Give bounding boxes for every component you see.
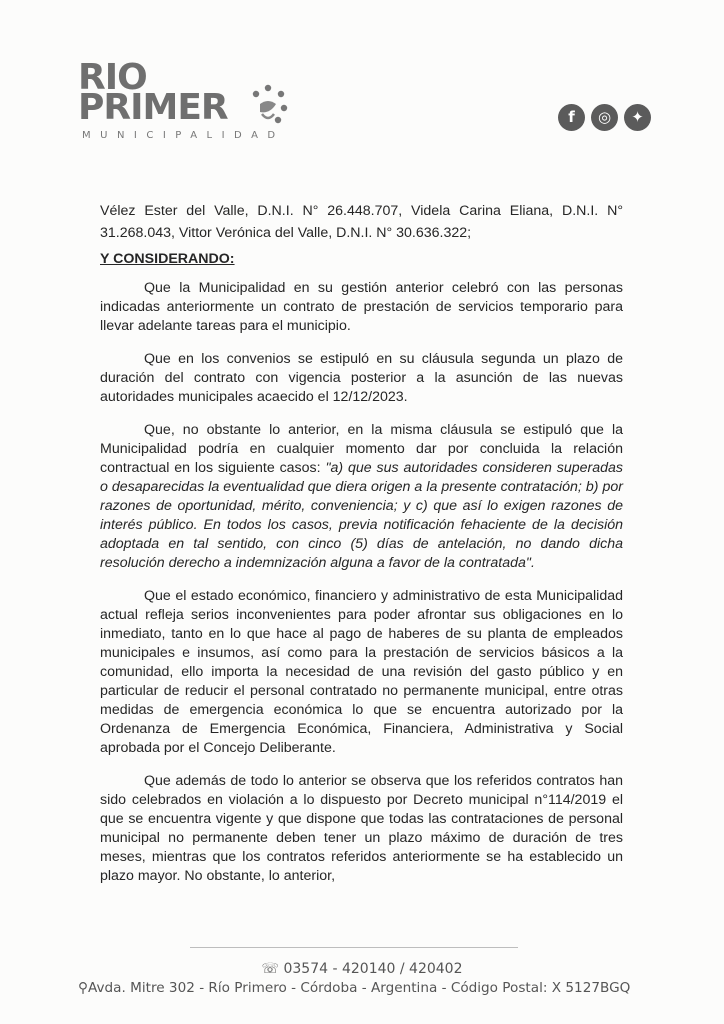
- section-heading: Y CONSIDERANDO:: [100, 251, 235, 267]
- twitter-icon: ✦: [624, 104, 651, 131]
- logo-people-icon: [248, 84, 290, 128]
- intro-paragraph: Vélez Ester del Valle, D.N.I. N° 26.448.707, Videla Carina Eliana, D.N.I. N° 31.268.043, Vittor Verónica del Valle, D.N.I. N° 30.636.322;: [100, 203, 623, 241]
- paragraph-5: Que además de todo lo anterior se observa que los referidos contratos han sido celebrados en violación a lo dispuesto por Decreto municipal n°114/2019 el que se encuentra vigente y que dispone que todas las contrataciones de personal municipal no permanente deben tener un plazo máximo de duración de tres meses, mientras que los contratos referidos anteriormente se ha establecido un plazo mayor. No obstante, lo anterior,: [100, 773, 623, 884]
- paragraph-1: Que la Municipalidad en su gestión anterior celebró con las personas indicadas anteriormente un contrato de prestación de servicios temporario para llevar adelante tareas para el municipio.: [100, 280, 623, 334]
- logo-subtitle: MUNICIPALIDAD: [82, 130, 285, 141]
- phone-number: 03574 - 420140 / 420402: [283, 961, 463, 977]
- social-icons: [558, 104, 653, 132]
- logo-text-rio: RIO: [78, 57, 147, 98]
- paragraph-2: Que en los convenios se estipuló en su cláusula segunda un plazo de duración del contrato con vigencia posterior a la asunción de las nuevas autoridades municipales acaecido el 12/12/2023.: [100, 351, 623, 405]
- footer-divider: [190, 947, 518, 948]
- paragraph-3: [100, 421, 623, 573]
- address-text: Avda. Mitre 302 - Río Primero - Córdoba - Argentina - Código Postal: X 5127BGQ: [87, 980, 631, 996]
- paragraph-4: Que el estado económico, financiero y administrativo de esta Municipalidad actual refleja serios inconvenientes para poder afrontar sus obligaciones en lo inmediato, tanto en lo que hace al pago de haberes de su planta de empleados municipales e insumos, así como para la prestación de servicios básicos a la comunidad, ello importa la necesidad de una revisión del gasto público y en particular de reducir el personal contratado no permanente municipal, entre otras medidas de emergencia económica lo que se encuentra autorizado por la Ordenanza de Emergencia Económica, Financiera, Administrativa y Social aprobada por el Concejo Deliberante.: [100, 588, 623, 756]
- municipality-logo: [78, 58, 308, 148]
- location-pin-icon: ⚲: [78, 980, 88, 996]
- footer-address: [78, 980, 638, 996]
- logo-text-primer: PRIMER: [78, 87, 228, 128]
- instagram-icon: ◎: [591, 104, 618, 131]
- paragraph-3-quote: "a) que sus autoridades consideren superadas o desaparecidas la eventualidad que diera origen a la presente contratación; b) por razones de oportunidad, mérito, conveniencia; y c) que así lo exigen razones de interés público. En todos los casos, previa notificación fehaciente de la decisión adoptada en tal sentido, con cinco (5) días de antelación, no dando dicha resolución derecho a indemnización alguna a favor de la contratada".: [100, 460, 623, 571]
- phone-icon: ☏: [261, 961, 284, 977]
- document-body: [100, 200, 623, 886]
- footer-phone: [0, 961, 724, 977]
- paragraph-3-text: Que, no obstante lo anterior, en la misma cláusula se estipuló que la Municipalidad podría en cualquier momento dar por concluida la relación contractual en los siguiente casos:: [100, 422, 623, 476]
- facebook-icon: f: [558, 104, 585, 131]
